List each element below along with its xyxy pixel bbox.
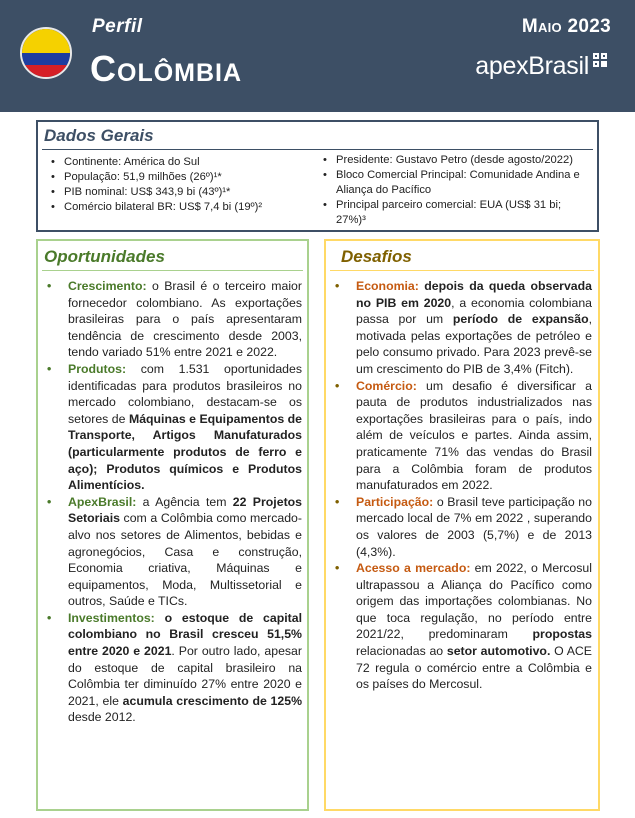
apexbrasil-logo — [475, 52, 609, 81]
divider — [330, 270, 594, 271]
oportunidades-title: Oportunidades — [44, 247, 165, 266]
desafio-comercio: • Comércio: um desafio é diversificar a pauta de produtos industrializados nas exportações brasileiras para o país, indo além de veículos e partes. Ainda assim, praticamente 71% das vendas do Brasil para a Colômbia foram de produtos manufaturados em 2022. — [332, 378, 592, 494]
desafios-title: Desafios — [341, 247, 412, 266]
desafios-box — [324, 239, 600, 811]
dados-gerais-list-right — [320, 153, 592, 228]
list-item: • Principal parceiro comercial: EUA (US$ 31 bi; 27%)³ — [320, 198, 592, 228]
list-item: • Comércio bilateral BR: US$ 7,4 bi (19º)² — [48, 200, 313, 215]
oportunidade-produtos: • Produtos: com 1.531 oportunidades identificadas para produtos brasileiros no mercado colombiano, destacam-se os setores de Máquinas e Equipamentos de Transporte, Artigos Manufaturados (particularmente produtos de ferro e aço); Produtos químicos e Produtos Alimentícios. — [44, 361, 302, 494]
colombia-flag-icon — [20, 27, 72, 79]
list-item: • Bloco Comercial Principal: Comunidade Andina e Aliança do Pacífico — [320, 168, 592, 198]
list-item: • PIB nominal: US$ 343,9 bi (43º)¹* — [48, 185, 313, 200]
oportunidade-investimentos: • Investimentos: o estoque de capital colombiano no Brasil cresceu 51,5% entre 2020 e 2021. Por outro lado, apesar do estoque de capital brasileiro na Colômbia ter diminuído 27% entre 2020 e 2021, ele acumula crescimento de 125% desde 2012. — [44, 610, 302, 726]
dados-gerais-box — [36, 120, 599, 232]
header-banner — [0, 0, 635, 112]
dados-gerais-title: Dados Gerais — [44, 126, 154, 145]
list-item: • Presidente: Gustavo Petro (desde agosto/2022) — [320, 153, 592, 168]
desafio-participacao: • Participação: o Brasil teve participação no mercado local de 7% em 2022 , superando os valores de 2003 (5,7%) e de 2013 (4,3%). — [332, 494, 592, 560]
list-item: • Continente: América do Sul — [48, 155, 313, 170]
divider — [42, 270, 303, 271]
oportunidades-box — [36, 239, 309, 811]
perfil-label: Perfil — [92, 16, 143, 37]
divider — [42, 149, 593, 150]
oportunidades-list — [44, 278, 302, 726]
desafio-economia: • Economia: depois da queda observada no PIB em 2020, a economia colombiana passa por um período de expansão, motivada pelas exportações de petróleo e pelo consumo privado. Para 2023 prevê-se um crescimento do PIB de 3,4% (Fitch). — [332, 278, 592, 378]
desafio-acesso-mercado: • Acesso a mercado: em 2022, o Mercosul ultrapassou a Aliança do Pacífico como origem das importações colombianas. No que toca regulação, no período entre 2021/22, predominaram propostas relacionadas ao setor automotivo. O ACE 72 regula o comércio entre a Colômbia e os países do Mercosul. — [332, 560, 592, 693]
logo-text: apexBrasil — [475, 52, 589, 80]
oportunidade-apexbrasil: • ApexBrasil: a Agência tem 22 Projetos Setoriais com a Colômbia como mercado-alvo nos setores de Alimentos, bebidas e agronegócios, Casa e construção, Economia criativa, Máquinas e equipamentos, Moda, Multissetorial e outros, Saúde e TICs. — [44, 494, 302, 610]
list-item: • População: 51,9 milhões (26º)¹* — [48, 170, 313, 185]
dados-gerais-list-left — [48, 155, 313, 215]
desafios-list — [332, 278, 592, 693]
page-title: Colômbia — [90, 48, 243, 89]
report-date: Maio 2023 — [521, 16, 611, 37]
logo-mark-icon — [593, 53, 609, 69]
oportunidade-crescimento: • Crescimento: o Brasil é o terceiro maior fornecedor colombiano. As exportações brasileiras para o país apresentaram tendência de crescimento desde 2003, tendo variado 51% entre 2021 e 2022. — [44, 278, 302, 361]
